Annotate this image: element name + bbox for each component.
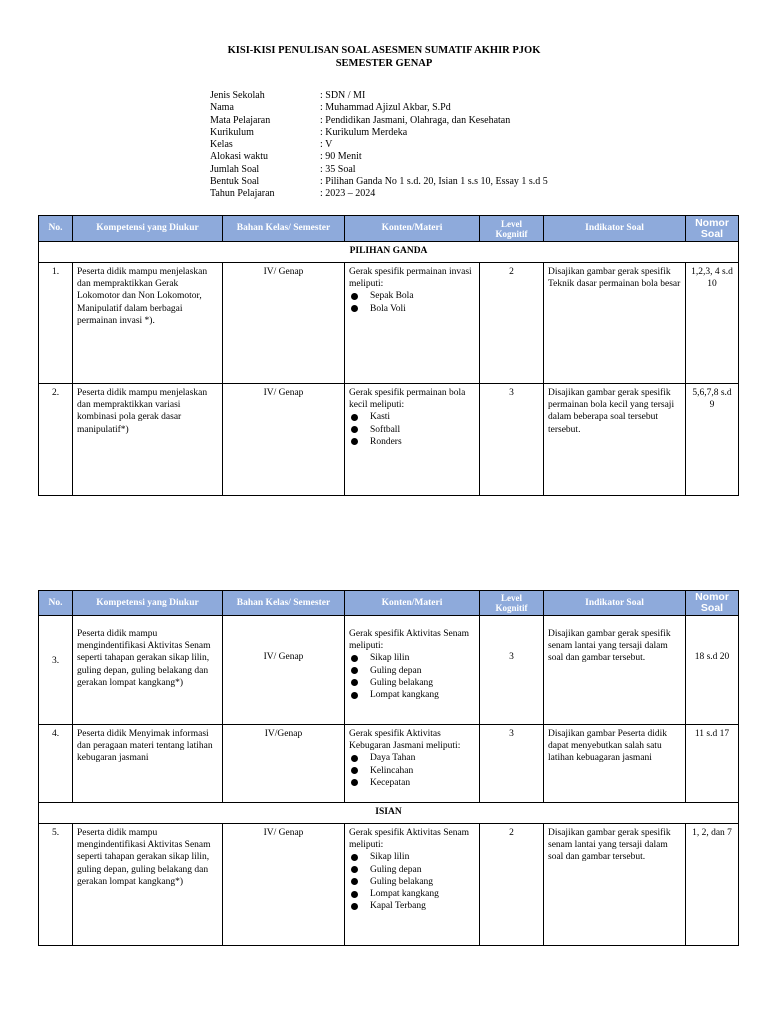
kisi-table-2: [38, 590, 739, 946]
cell-nomor: 18 s.d 20: [686, 616, 739, 725]
list-item: Lompat kangkang: [349, 689, 475, 701]
cell-kompetensi: Peserta didik Menyimak informasi dan peragaan materi tentang latihan kebugaran jasmani: [73, 725, 223, 803]
header-konten: Konten/Materi: [345, 591, 480, 616]
list-item: Guling belakang: [349, 677, 475, 689]
info-label: Tahun Pelajaran: [210, 188, 275, 200]
cell-indikator: Disajikan gambar gerak spesifik senam lantai yang tersaji dalam soal dan gambar tersebut.: [544, 824, 686, 946]
cell-level: 2: [480, 263, 544, 384]
cell-kompetensi: Peserta didik mampu mengindentifikasi Aktivitas Senam seperti tahapan gerakan sikap lilin, guling depan, guling belakang dan gerakan lompat kangkang*): [73, 616, 223, 725]
header-kompetensi: Kompetensi yang Diukur: [73, 591, 223, 616]
konten-list: [349, 851, 475, 912]
cell-nomor: 1, 2, dan 7: [686, 824, 739, 946]
cell-bahan: IV/ Genap: [223, 616, 345, 725]
header-konten: Konten/Materi: [345, 216, 480, 242]
header-no: No.: [39, 216, 73, 242]
cell-level: 3: [480, 384, 544, 496]
document-title: [0, 44, 768, 70]
konten-list: [349, 652, 475, 701]
cell-no: 4.: [39, 725, 73, 803]
list-item: Guling depan: [349, 665, 475, 677]
info-label: Alokasi waktu: [210, 151, 269, 163]
info-value: : Pilihan Ganda No 1 s.d. 20, Isian 1 s.s 10, Essay 1 s.d 5: [320, 176, 548, 188]
section-row: [39, 242, 739, 263]
cell-konten: [345, 384, 480, 496]
table-header-row: [39, 216, 739, 242]
list-item: Sepak Bola: [349, 290, 475, 302]
info-label: Kurikulum: [210, 126, 254, 138]
list-item: Sikap lilin: [349, 652, 475, 664]
info-row: [210, 139, 548, 151]
cell-no: 3.: [39, 616, 73, 725]
section-isian: ISIAN: [39, 803, 739, 824]
list-item: Kasti: [349, 411, 475, 423]
list-item: Bola Voli: [349, 303, 475, 315]
konten-list: [349, 752, 475, 789]
table-row: [39, 384, 739, 496]
konten-text: Gerak spesifik permainan bola kecil meliputi:: [349, 388, 466, 411]
cell-nomor: 11 s.d 17: [686, 725, 739, 803]
konten-list: [349, 290, 475, 314]
cell-level: 2: [480, 824, 544, 946]
list-item: Daya Tahan: [349, 752, 475, 764]
cell-indikator: Disajikan gambar Peserta didik dapat menyebutkan salah satu latihan kebuagaran jasmani: [544, 725, 686, 803]
konten-text: Gerak spesifik Aktivitas Kebugaran Jasmani meliputi:: [349, 729, 461, 752]
info-row: [210, 188, 548, 200]
info-row: [210, 176, 548, 188]
header-level: Level Kognitif: [480, 591, 544, 616]
header-bahan: Bahan Kelas/ Semester: [223, 216, 345, 242]
info-row: [210, 127, 548, 139]
cell-konten: [345, 616, 480, 725]
section-pilihan-ganda: PILIHAN GANDA: [39, 242, 739, 263]
header-kompetensi: Kompetensi yang Diukur: [73, 216, 223, 242]
info-row: [210, 115, 548, 127]
list-item: Kapal Terbang: [349, 900, 475, 912]
list-item: Lompat kangkang: [349, 888, 475, 900]
list-item: Ronders: [349, 436, 475, 448]
table-row: [39, 616, 739, 725]
info-value: : 2023 – 2024: [320, 188, 376, 200]
konten-text: Gerak spesifik Aktivitas Senam meliputi:: [349, 629, 470, 652]
header-level: Level Kognitif: [480, 216, 544, 242]
cell-konten: [345, 824, 480, 946]
cell-konten: [345, 725, 480, 803]
info-value: : Kurikulum Merdeka: [320, 126, 408, 138]
konten-list: [349, 411, 475, 448]
info-value: : 35 Soal: [320, 163, 356, 175]
list-item: Kelincahan: [349, 765, 475, 777]
table-row: [39, 263, 739, 384]
cell-level: 3: [480, 616, 544, 725]
cell-nomor: 5,6,7,8 s.d 9: [686, 384, 739, 496]
info-value: : SDN / MI: [320, 90, 366, 101]
cell-bahan: IV/ Genap: [223, 384, 345, 496]
info-value: : Pendidikan Jasmani, Olahraga, dan Kesehatan: [320, 114, 511, 126]
cell-no: 2.: [39, 384, 73, 496]
list-item: Kecepatan: [349, 777, 475, 789]
document-info: [210, 90, 548, 201]
info-label: Nama: [210, 102, 234, 114]
cell-indikator: Disajikan gambar gerak spesifik permainan bola kecil yang tersaji dalam beberapa soal tersebut tersebut.: [544, 384, 686, 496]
info-label: Mata Pelajaran: [210, 114, 271, 126]
info-label: Jumlah Soal: [210, 163, 260, 175]
konten-text: Gerak spesifik Aktivitas Senam meliputi:: [349, 828, 470, 851]
cell-bahan: IV/Genap: [223, 725, 345, 803]
header-indikator: Indikator Soal: [544, 591, 686, 616]
cell-level: 3: [480, 725, 544, 803]
list-item: Softball: [349, 424, 475, 436]
cell-bahan: IV/ Genap: [223, 824, 345, 946]
title-line-2: SEMESTER GENAP: [335, 58, 433, 69]
cell-indikator: Disajikan gambar gerak spesifik Teknik dasar permainan bola besar: [544, 263, 686, 384]
info-value: : 90 Menit: [320, 151, 362, 163]
header-bahan: Bahan Kelas/ Semester: [223, 591, 345, 616]
list-item: Guling belakang: [349, 876, 475, 888]
header-indikator: Indikator Soal: [544, 216, 686, 242]
info-value: : Muhammad Ajizul Akbar, S.Pd: [320, 102, 451, 114]
table-row: [39, 824, 739, 946]
info-row: [210, 151, 548, 163]
header-nomor: Nomor Soal: [686, 216, 739, 242]
cell-no: 5.: [39, 824, 73, 946]
cell-nomor: 1,2,3, 4 s.d 10: [686, 263, 739, 384]
cell-kompetensi: Peserta didik mampu menjelaskan dan mempraktikkan variasi kombinasi pola gerak dasar manipulatif*): [73, 384, 223, 496]
list-item: Guling depan: [349, 864, 475, 876]
cell-bahan: IV/ Genap: [223, 263, 345, 384]
info-row: [210, 102, 548, 114]
info-label: Jenis Sekolah: [210, 90, 265, 101]
info-value: : V: [320, 139, 333, 151]
table-row: [39, 725, 739, 803]
section-row: [39, 803, 739, 824]
cell-konten: [345, 263, 480, 384]
header-no: No.: [39, 591, 73, 616]
cell-kompetensi: Peserta didik mampu menjelaskan dan mempraktikkan Gerak Lokomotor dan Non Lokomotor, Manipulatif dalam berbagai permainan invasi *).: [73, 263, 223, 384]
info-label: Bentuk Soal: [210, 176, 260, 188]
list-item: Sikap lilin: [349, 851, 475, 863]
info-row: [210, 164, 548, 176]
cell-no: 1.: [39, 263, 73, 384]
table-header-row: [39, 591, 739, 616]
title-line-1: KISI-KISI PENULISAN SOAL ASESMEN SUMATIF AKHIR PJOK: [227, 45, 541, 56]
header-nomor: Nomor Soal: [686, 591, 739, 616]
info-row: [210, 90, 548, 102]
cell-kompetensi: Peserta didik mampu mengindentifikasi Aktivitas Senam seperti tahapan gerakan sikap lilin, guling depan, guling belakang dan gerakan lompat kangkang*): [73, 824, 223, 946]
cell-indikator: Disajikan gambar gerak spesifik senam lantai yang tersaji dalam soal dan gambar tersebut.: [544, 616, 686, 725]
info-label: Kelas: [210, 139, 233, 151]
kisi-table-1: [38, 215, 739, 496]
konten-text: Gerak spesifik permainan invasi meliputi:: [349, 267, 472, 290]
